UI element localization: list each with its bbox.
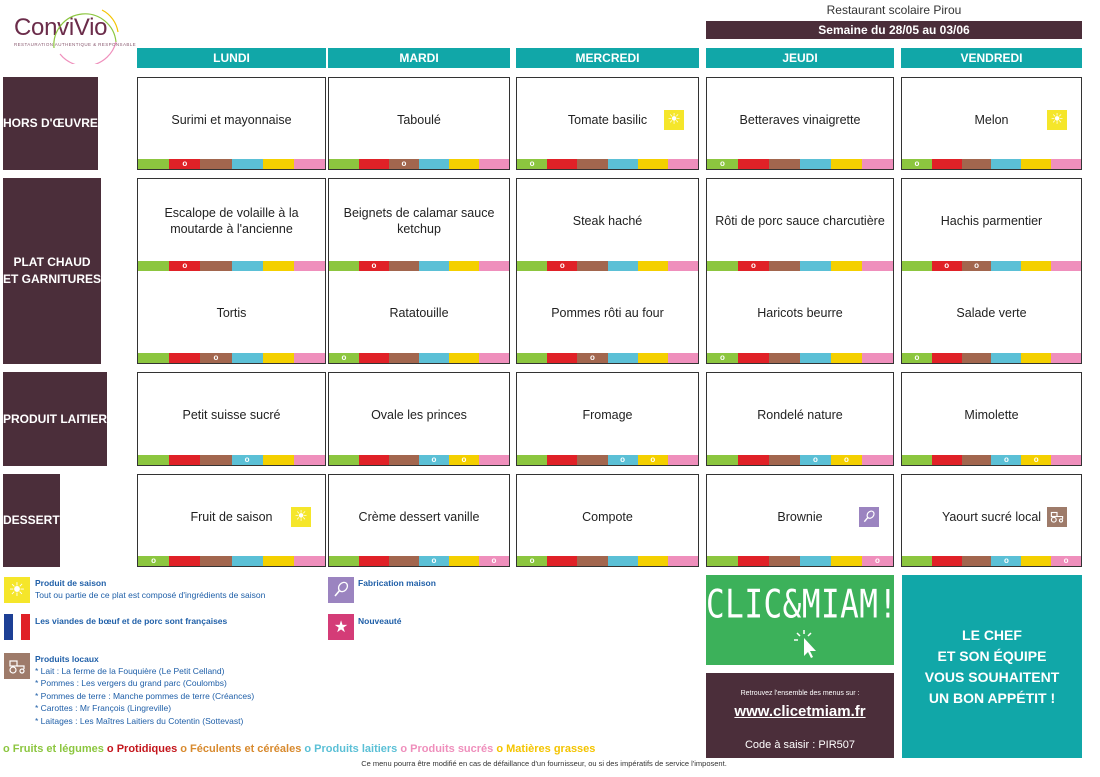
category-segment [831, 353, 862, 363]
menu-cell-hors_doeuvre [137, 77, 326, 170]
category-segment [1021, 159, 1051, 169]
category-segment [962, 455, 992, 465]
row-label-text: DESSERT [3, 513, 60, 527]
category-segment [707, 455, 738, 465]
category-segment [1051, 353, 1081, 363]
menu-cell-plat [328, 178, 510, 271]
legend-locaux-item: * Pommes de terre : Manche pommes de terre (Créances) [35, 690, 255, 701]
food-category-bar [517, 455, 698, 465]
category-legend [3, 743, 595, 755]
category-segment [1051, 455, 1081, 465]
category-segment: o [902, 353, 932, 363]
dish-name: Beignets de calamar sauce ketchup [343, 205, 495, 236]
category-segment: o [991, 556, 1021, 566]
menu-cell-hors_doeuvre [901, 77, 1082, 170]
category-segment: o [707, 159, 738, 169]
category-segment [1051, 261, 1081, 271]
dish-name: Rondelé nature [757, 408, 843, 422]
category-segment [263, 261, 294, 271]
category-segment: o [547, 261, 577, 271]
category-segment [547, 353, 577, 363]
category-segment [294, 159, 325, 169]
category-segment [359, 556, 389, 566]
tractor-icon [1047, 507, 1067, 527]
row-label-hors-doeuvre [3, 77, 98, 170]
sun-icon: ☀ [1047, 110, 1067, 130]
dish-name: Steak haché [572, 213, 643, 228]
category-segment: o [419, 455, 449, 465]
convivio-logo: ConviVio [14, 14, 108, 41]
legend-saison-text: Tout ou partie de ce plat est composé d'ingrédients de saison [35, 590, 266, 600]
category-segment [138, 455, 169, 465]
category-segment [902, 455, 932, 465]
category-segment [479, 353, 509, 363]
category-segment [232, 353, 263, 363]
menu-cell-garniture [901, 271, 1082, 364]
legend-locaux-list [35, 665, 254, 727]
menu-cell-plat [706, 178, 894, 271]
category-segment [138, 159, 169, 169]
category-segment [329, 261, 359, 271]
dish-name: Ratatouille [389, 305, 449, 320]
category-segment [800, 353, 831, 363]
french-flag-icon [4, 614, 30, 640]
dish-name: Salade verte [956, 305, 1027, 320]
menu-cell-garniture [137, 271, 326, 364]
day-header-lundi: LUNDI [137, 48, 326, 68]
food-category-bar [329, 353, 509, 363]
category-segment: o [517, 556, 547, 566]
dish-name: Surimi et mayonnaise [171, 112, 292, 127]
food-category-bar [517, 261, 698, 271]
food-category-bar [707, 556, 893, 566]
category-segment: o [1021, 455, 1051, 465]
category-segment [232, 261, 263, 271]
dish-name: Tortis [216, 305, 247, 320]
sun-icon: ☀ [664, 110, 684, 130]
menu-cell-laitier [516, 372, 699, 466]
food-category-bar [707, 455, 893, 465]
category-segment [962, 159, 992, 169]
dish-name: Taboulé [397, 112, 441, 127]
day-header-jeudi: JEUDI [706, 48, 894, 68]
category-segment [263, 159, 294, 169]
row-label-text: HORS D'ŒUVRE [3, 116, 98, 130]
food-category-bar [138, 353, 325, 363]
category-segment [389, 455, 419, 465]
menu-cell-garniture [706, 271, 894, 364]
category-segment [800, 261, 831, 271]
category-segment [800, 556, 831, 566]
category-segment [932, 159, 962, 169]
category-segment [668, 159, 698, 169]
week-banner: Semaine du 28/05 au 03/06 [706, 21, 1082, 39]
category-segment [577, 556, 607, 566]
category-segment [991, 353, 1021, 363]
food-category-bar [707, 353, 893, 363]
sun-icon: ☀ [291, 507, 311, 527]
category-segment [862, 353, 893, 363]
category-segment [800, 159, 831, 169]
category-segment [932, 455, 962, 465]
category-segment [738, 455, 769, 465]
category-segment [707, 556, 738, 566]
category-segment: o [138, 556, 169, 566]
category-segment [263, 455, 294, 465]
menu-cell-laitier [901, 372, 1082, 466]
category-segment: o [389, 159, 419, 169]
category-segment [329, 455, 359, 465]
whisk-icon [328, 577, 354, 603]
category-segment: o [449, 455, 479, 465]
star-icon: ★ [328, 614, 354, 640]
category-segment [738, 556, 769, 566]
category-segment: o [169, 261, 200, 271]
menu-cell-laitier [328, 372, 510, 466]
category-segment [769, 353, 800, 363]
food-category-bar [902, 455, 1081, 465]
row-label-dessert [3, 474, 60, 567]
category-segment [902, 556, 932, 566]
category-segment [991, 261, 1021, 271]
category-segment [577, 159, 607, 169]
category-segment [547, 556, 577, 566]
food-category-bar [707, 261, 893, 271]
category-segment: o [991, 455, 1021, 465]
legend-locaux-item: * Carottes : Mr François (Lingreville) [35, 703, 172, 714]
category-segment: o [359, 261, 389, 271]
food-category-bar [138, 556, 325, 566]
legend-locaux-title: Produits locaux [35, 654, 99, 664]
legend-nouveaute: Nouveauté [358, 616, 402, 626]
chef-message-text: LE CHEF ET SON ÉQUIPE VOUS SOUHAITENT UN BON APPÉTIT ! [924, 626, 1060, 706]
category-segment [479, 455, 509, 465]
category-segment: o [831, 455, 862, 465]
clic-et-miam-banner[interactable] [706, 575, 898, 665]
category-segment [449, 159, 479, 169]
category-segment: o [608, 455, 638, 465]
category-segment [608, 353, 638, 363]
dish-name: Betteraves vinaigrette [739, 112, 861, 127]
category-segment [232, 556, 263, 566]
logo-tagline: RESTAURATION AUTHENTIQUE & RESPONSABLE [14, 42, 137, 47]
category-segment [200, 261, 231, 271]
category-segment [862, 261, 893, 271]
food-category-bar [138, 261, 325, 271]
category-segment [200, 455, 231, 465]
category-segment [389, 556, 419, 566]
menu-cell-plat [137, 178, 326, 271]
cursor-click-icon [786, 630, 826, 660]
restaurant-name: Restaurant scolaire Pirou [826, 3, 962, 17]
category-segment [419, 159, 449, 169]
category-segment: o [232, 455, 263, 465]
dish-name: Brownie [777, 509, 823, 524]
category-segment [1021, 556, 1051, 566]
category-segment [738, 159, 769, 169]
menu-cell-dessert [901, 474, 1082, 567]
food-category-bar [329, 261, 509, 271]
category-segment [1051, 159, 1081, 169]
category-segment [547, 159, 577, 169]
category-segment [419, 261, 449, 271]
category-segment [932, 353, 962, 363]
category-protidiques: o Protidiques [106, 743, 178, 755]
category-segment [138, 261, 169, 271]
category-segment: o [902, 159, 932, 169]
category-segment [638, 353, 668, 363]
category-segment: o [962, 261, 992, 271]
food-category-bar [517, 159, 698, 169]
row-label-text: PLAT CHAUD ET GARNITURES [3, 255, 102, 286]
category-segment: o [1051, 556, 1081, 566]
category-segment [738, 353, 769, 363]
food-category-bar [329, 455, 509, 465]
category-segment [638, 556, 668, 566]
food-category-bar [902, 159, 1081, 169]
row-label-produit-laitier [3, 372, 107, 466]
dish-name: Ovale les princes [371, 408, 467, 422]
category-segment [449, 353, 479, 363]
category-segment [668, 261, 698, 271]
category-segment [668, 556, 698, 566]
menu-cell-dessert [137, 474, 326, 567]
category-segment [517, 455, 547, 465]
dish-name: Fromage [582, 408, 633, 422]
menu-cell-laitier [137, 372, 326, 466]
category-segment [608, 556, 638, 566]
category-segment [263, 353, 294, 363]
row-label-plat-chaud [3, 178, 101, 364]
category-segment [359, 159, 389, 169]
category-segment: o [862, 556, 893, 566]
category-segment [138, 353, 169, 363]
category-segment [263, 556, 294, 566]
category-segment [769, 261, 800, 271]
dish-name: Melon [974, 112, 1009, 127]
category-segment [769, 455, 800, 465]
dish-name: Crème dessert vanille [358, 509, 480, 524]
food-category-bar [329, 556, 509, 566]
menu-cell-laitier [706, 372, 894, 466]
dish-name: Yaourt sucré local [941, 509, 1042, 524]
category-segment [638, 159, 668, 169]
sun-icon: ☀ [4, 577, 30, 603]
dish-name: Rôti de porc sauce charcutière [715, 213, 885, 228]
category-segment [200, 556, 231, 566]
logo-ring-icon [46, 2, 124, 64]
legend-locaux-item: * Lait : La ferme de la Fouquière (Le Petit Celland) [35, 666, 225, 676]
legend-locaux-item: * Laitages : Les Maîtres Laitiers du Cotentin (Sottevast) [35, 715, 244, 726]
category-segment [769, 556, 800, 566]
category-segment [517, 353, 547, 363]
clic-et-miam-logo: CLIC&MIAM! [706, 582, 898, 628]
website-url-link[interactable]: www.clicetmiam.fr [734, 703, 866, 720]
food-category-bar [902, 353, 1081, 363]
category-segment [962, 556, 992, 566]
category-segment [449, 556, 479, 566]
category-segment [200, 159, 231, 169]
category-segment: o [577, 353, 607, 363]
category-feculents: o Féculents et céréales [180, 743, 302, 755]
category-segment [991, 159, 1021, 169]
category-segment [329, 556, 359, 566]
food-category-bar [329, 159, 509, 169]
category-segment [668, 455, 698, 465]
category-segment: o [329, 353, 359, 363]
category-segment [902, 261, 932, 271]
category-segment [169, 455, 200, 465]
tractor-icon [4, 653, 30, 679]
dish-name: Haricots beurre [757, 305, 843, 320]
category-segment [831, 261, 862, 271]
dish-name: Tomate basilic [567, 112, 648, 127]
category-segment: o [638, 455, 668, 465]
food-category-bar [707, 159, 893, 169]
category-segment [831, 556, 862, 566]
category-segment [389, 261, 419, 271]
category-segment: o [707, 353, 738, 363]
menu-cell-hors_doeuvre [706, 77, 894, 170]
category-segment [668, 353, 698, 363]
category-segment [769, 159, 800, 169]
dish-name: Hachis parmentier [940, 213, 1043, 228]
legend-maison: Fabrication maison [358, 578, 436, 588]
category-segment [962, 353, 992, 363]
category-segment [169, 556, 200, 566]
food-category-bar [138, 455, 325, 465]
category-segment: o [169, 159, 200, 169]
category-segment [294, 455, 325, 465]
food-category-bar [902, 556, 1081, 566]
retrouvez-text: Retrouvez l'ensemble des menus sur : [740, 690, 860, 697]
category-segment [294, 261, 325, 271]
dish-name: Compote [582, 509, 633, 524]
category-segment [638, 261, 668, 271]
category-fruits-legumes: o Fruits et légumes [3, 743, 104, 755]
food-category-bar [902, 261, 1081, 271]
category-segment: o [738, 261, 769, 271]
category-segment [1021, 261, 1051, 271]
category-segment [389, 353, 419, 363]
category-segment: o [800, 455, 831, 465]
category-segment [449, 261, 479, 271]
category-segment [862, 159, 893, 169]
menu-cell-dessert [328, 474, 510, 567]
category-segment [608, 159, 638, 169]
access-code: Code à saisir : PIR507 [744, 739, 856, 751]
category-segment [707, 261, 738, 271]
category-segment [862, 455, 893, 465]
category-segment [932, 556, 962, 566]
legend-saison-title: Produit de saison [35, 578, 107, 588]
category-segment: o [517, 159, 547, 169]
dish-name: Petit suisse sucré [182, 408, 281, 422]
dish-name: Escalope de volaille à la moutarde à l'ancienne [164, 205, 299, 236]
menu-cell-garniture [516, 271, 699, 364]
category-segment [294, 353, 325, 363]
legend-viandes: Les viandes de bœuf et de porc sont françaises [35, 616, 228, 626]
category-segment [359, 353, 389, 363]
whisk-icon [859, 507, 879, 527]
footer-disclaimer: Ce menu pourra être modifié en cas de défaillance d'un fournisseur, ou si des impératifs de service l'imposent. [361, 759, 727, 768]
menu-cell-hors_doeuvre [328, 77, 510, 170]
category-segment [577, 455, 607, 465]
website-panel [706, 673, 894, 758]
food-category-bar [517, 353, 698, 363]
menu-cell-garniture [328, 271, 510, 364]
category-segment [294, 556, 325, 566]
category-segment [608, 261, 638, 271]
dish-name: Mimolette [964, 408, 1019, 422]
category-segment: o [419, 556, 449, 566]
dish-name: Fruit de saison [190, 509, 273, 524]
category-segment [517, 261, 547, 271]
day-header-vendredi: VENDREDI [901, 48, 1082, 68]
day-header-mardi: MARDI [328, 48, 510, 68]
category-segment: o [479, 556, 509, 566]
category-segment: o [200, 353, 231, 363]
menu-cell-dessert [706, 474, 894, 567]
category-segment: o [932, 261, 962, 271]
food-category-bar [517, 556, 698, 566]
category-segment [479, 261, 509, 271]
legend-locaux-item: * Pommes : Les vergers du grand parc (Coulombs) [35, 678, 227, 689]
category-segment [831, 159, 862, 169]
category-segment [359, 455, 389, 465]
category-segment [329, 159, 359, 169]
menu-cell-hors_doeuvre [516, 77, 699, 170]
category-segment [232, 159, 263, 169]
food-category-bar [138, 159, 325, 169]
category-segment [547, 455, 577, 465]
menu-cell-dessert [516, 474, 699, 567]
category-matieres-grasses: o Matières grasses [496, 743, 596, 755]
category-segment [169, 353, 200, 363]
day-header-mercredi: MERCREDI [516, 48, 699, 68]
menu-cell-plat [516, 178, 699, 271]
dish-name: Pommes rôti au four [551, 305, 664, 320]
category-segment [577, 261, 607, 271]
category-segment [419, 353, 449, 363]
category-segment [1021, 353, 1051, 363]
menu-cell-plat [901, 178, 1082, 271]
row-label-text: PRODUIT LAITIER [3, 411, 107, 426]
category-segment [479, 159, 509, 169]
chef-message [902, 575, 1082, 758]
category-produits-sucres: o Produits sucrés [400, 743, 494, 755]
category-produits-laitiers: o Produits laitiers [304, 743, 398, 755]
